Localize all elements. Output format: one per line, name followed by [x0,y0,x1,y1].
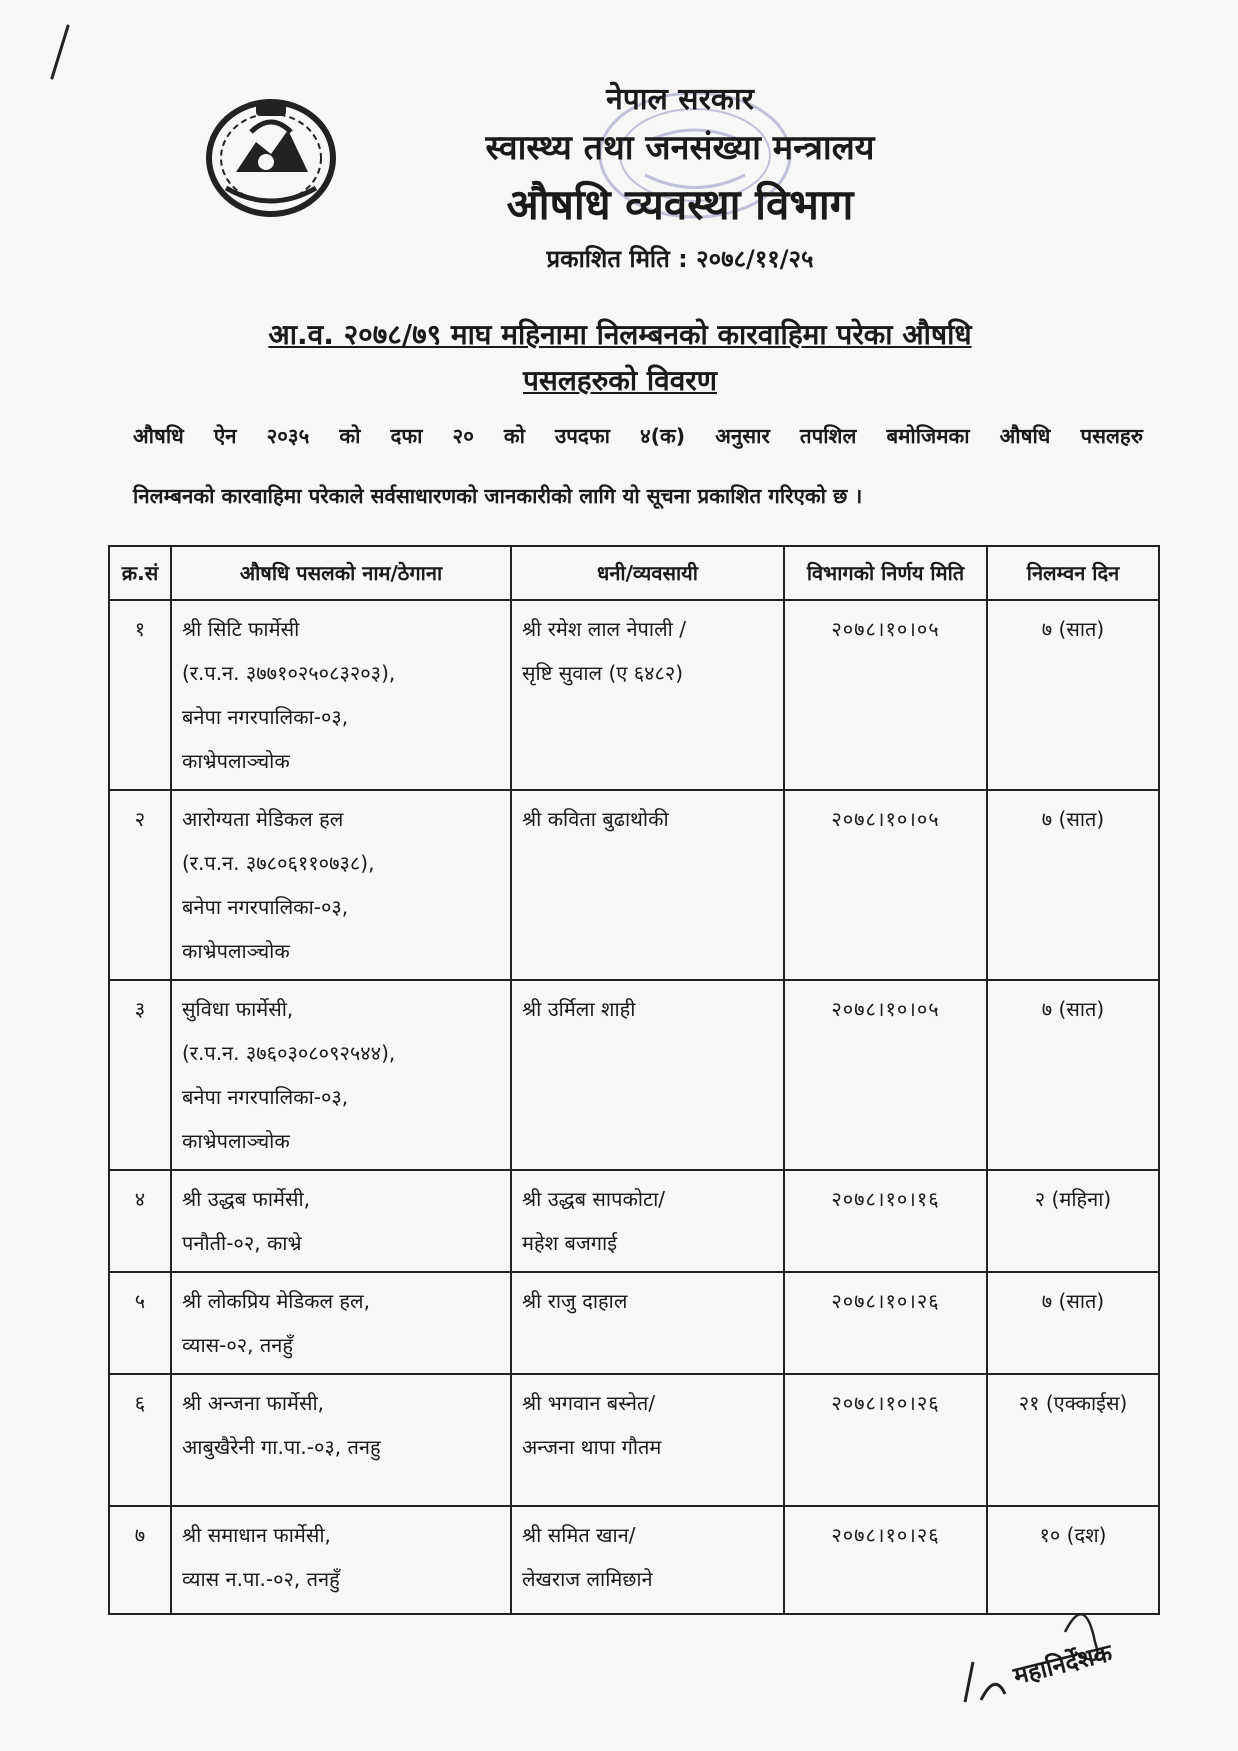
table-row [109,980,1159,1170]
owner-line: श्री राजु दाहाल [522,1289,628,1313]
shop-line: बनेपा नगरपालिका-०३, [182,705,349,729]
shop-line: बनेपा नगरपालिका-०३, [182,1085,349,1109]
shop-line: व्यास-०२, तनहुँ [182,1333,293,1357]
shop-cell [171,600,511,790]
table-row [109,790,1159,980]
shop-line: श्री अन्जना फार्मेसी, [182,1391,325,1415]
shop-line: (र.प.न. ३७८०६११०७३८), [182,851,375,875]
owner-cell [511,790,784,980]
decision-date-cell: २०७८।१०।२६ [784,1272,987,1374]
header-shop: औषधि पसलको नाम/ठेगाना [171,546,511,600]
shop-line: (र.प.न. ३७६०३०८०९२५४४), [182,1041,396,1065]
header-decision-date: विभागको निर्णय मिति [784,546,987,600]
shop-line: काभ्रेपलाञ्चोक [182,939,290,963]
table-body [109,600,1159,1614]
shop-line: (र.प.न. ३७७१०२५०८३२०३), [182,661,396,685]
table-header-row [109,546,1159,600]
row-sn: २ [109,790,171,980]
decision-date-cell: २०७८।१०।०५ [784,980,987,1170]
intro-line-2: निलम्बनको कारवाहिमा परेकाले सर्वसाधारणको जानकारीको लागि यो सूचना प्रकाशित गरिएको छ । [133,484,863,508]
shop-line: बनेपा नगरपालिका-०३, [182,895,349,919]
owner-line: अन्जना थापा गौतम [522,1435,662,1459]
letterhead [300,78,1060,282]
owner-line: श्री उर्मिला शाही [522,997,636,1021]
shop-line: सुविधा फार्मेसी, [182,997,294,1021]
owner-line: श्री भगवान बस्नेत/ [522,1391,656,1415]
published-date: प्रकाशित मिति : २०७८/११/२५ [546,245,814,273]
owner-cell [511,1374,784,1506]
margin-pen-mark [44,22,84,82]
owner-cell [511,600,784,790]
notice-title-line-1: आ.व. २०७८/७९ माघ महिनामा निलम्बनको कारवाहिमा परेका औषधि [268,318,972,351]
suspension-days-cell: ७ (सात) [987,1272,1159,1374]
row-sn: ६ [109,1374,171,1506]
owner-line: महेश बजगाई [522,1231,618,1255]
row-sn: ५ [109,1272,171,1374]
shop-cell [171,1374,511,1506]
suspension-days-cell: ७ (सात) [987,790,1159,980]
shop-line: आरोग्यता मेडिकल हल [182,807,344,831]
owner-line: श्री रमेश लाल नेपाली / [522,617,686,641]
shop-line: काभ्रेपलाञ्चोक [182,749,290,773]
suspension-days-cell: ७ (सात) [987,600,1159,790]
shop-line: श्री सिटि फार्मेसी [182,617,300,641]
shop-cell [171,1170,511,1272]
header-suspension-days: निलम्वन दिन [987,546,1159,600]
shop-cell [171,790,511,980]
shop-cell [171,980,511,1170]
shop-cell [171,1272,511,1374]
row-sn: ४ [109,1170,171,1272]
ministry-name: स्वास्थ्य तथा जनसंख्या मन्त्रालय [485,128,875,168]
notice-title-line-2: पसलहरुको विवरण [522,364,718,397]
row-sn: ३ [109,980,171,1170]
shop-line: श्री लोकप्रिय मेडिकल हल, [182,1289,370,1313]
decision-date-cell: २०७८।१०।१६ [784,1170,987,1272]
shop-line: श्री समाधान फार्मेसी, [182,1523,331,1547]
table-row [109,600,1159,790]
owner-cell [511,980,784,1170]
owner-line: सृष्टि सुवाल (ए ६४८२) [522,661,684,685]
shop-line: आबुखैरेनी गा.पा.-०३, तनहु [182,1435,381,1459]
header-owner: धनी/व्यवसायी [511,546,784,600]
owner-cell [511,1170,784,1272]
shop-line: श्री उद्धब फार्मेसी, [182,1187,311,1211]
suspension-days-cell: २ (महिना) [987,1170,1159,1272]
signatory-title: महानिर्देशक [1010,1638,1115,1691]
decision-date-cell: २०७८।१०।०५ [784,790,987,980]
decision-date-cell: २०७८।१०।०५ [784,600,987,790]
owner-cell [511,1272,784,1374]
suspension-days-cell: २१ (एक्काईस) [987,1374,1159,1506]
row-sn: १ [109,600,171,790]
decision-date-cell: २०७८।१०।२६ [784,1374,987,1506]
table-row [109,1374,1159,1506]
shop-line: पनौती-०२, काभ्रे [182,1231,302,1255]
owner-cell [511,1506,784,1614]
row-sn: ७ [109,1506,171,1614]
owner-line: श्री समित खान/ [522,1523,636,1547]
shop-line: काभ्रेपलाञ्चोक [182,1129,290,1153]
decision-date-cell: २०७८।१०।२६ [784,1506,987,1614]
suspension-days-cell: १० (दश) [987,1506,1159,1614]
shop-cell [171,1506,511,1614]
header-sn: क्र.सं [109,546,171,600]
intro-line-1: औषधि ऐन २०३५ को दफा २० को उपदफा ४(क) अनुसार तपशिल बमोजिमका औषधि पसलहरु [133,424,1143,448]
department-name: औषधि व्यवस्था विभाग [506,180,854,229]
intro-paragraph [133,406,1143,526]
suspension-days-cell: ७ (सात) [987,980,1159,1170]
owner-line: लेखराज लामिछाने [522,1567,653,1591]
suspended-pharmacies-table [108,545,1160,1615]
table-row [109,1272,1159,1374]
owner-line: श्री कविता बुढाथोकी [522,807,669,831]
owner-line: श्री उद्धब सापकोटा/ [522,1187,666,1211]
notice-title [120,312,1120,404]
shop-line: व्यास न.पा.-०२, तनहुँ [182,1567,340,1591]
government-name: नेपाल सरकार [606,82,754,117]
table-row [109,1170,1159,1272]
